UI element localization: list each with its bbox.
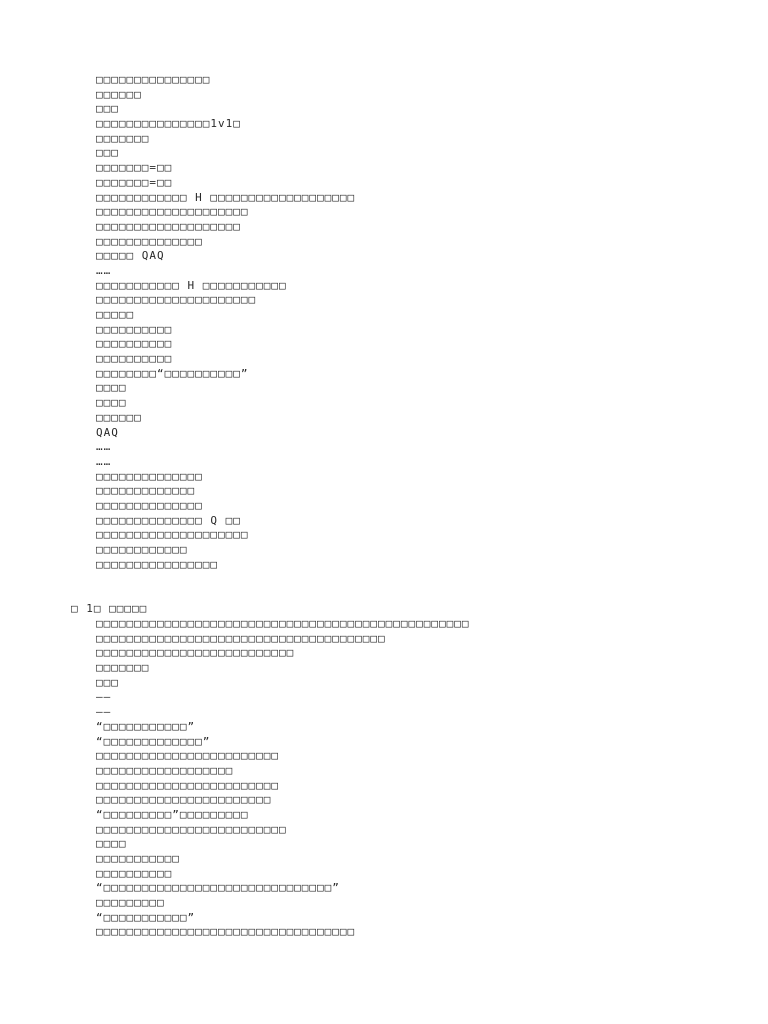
text-line: “□□□□□□□□□□□” bbox=[96, 910, 196, 924]
text-line: —— bbox=[96, 690, 112, 704]
text-line: □□□□□□□□□ bbox=[96, 896, 165, 910]
text-line: “□□□□□□□□□□□□□” bbox=[96, 734, 211, 748]
text-line: □□□□□□□□□□□ H □□□□□□□□□□□ bbox=[96, 278, 287, 292]
text-line: □□□□□□□=□□ bbox=[96, 161, 173, 175]
text-line: □□□□□□□□□□□□□□□□□□□□□□□□□□ bbox=[96, 646, 295, 660]
text-line: □□□□□□□□□□□□□□□1v1□ bbox=[96, 117, 241, 131]
text-line: □□□□□□□□□□□□□□□□□□□□□□□□ bbox=[96, 778, 279, 792]
text-line: “□□□□□□□□□□□□□□□□□□□□□□□□□□□□□□” bbox=[96, 881, 340, 895]
text-line: □□□□□□□□□□□□□□ bbox=[96, 498, 203, 512]
text-line: □□□□□□ bbox=[96, 410, 142, 424]
text-line: □□□□□□□□□□□□□□□□□□□□□□□□□ bbox=[96, 822, 287, 836]
text-line: □□□ bbox=[96, 102, 119, 116]
text-line: □□□□□□□□□□□□□□ Q □□ bbox=[96, 513, 241, 527]
text-line: □□□□□□□□□□□□□□□□□□□□□□□□□□□□□□□□□□□□□□□□□□□□□□□□□ bbox=[96, 617, 470, 630]
text-line: □□□□□□ bbox=[96, 87, 142, 101]
text-line: □□□□□□□=□□ bbox=[96, 175, 173, 189]
text-line: □□□□□□□□□□□□ bbox=[96, 543, 188, 556]
text-line: □□□□□□□□□□□□□□□□□□□□□□□ bbox=[96, 793, 272, 807]
text-line: □□□□□□□□□□□□ H □□□□□□□□□□□□□□□□□□□ bbox=[96, 190, 356, 204]
text-line: “□□□□□□□□□□□” bbox=[96, 719, 196, 733]
text-line: —— bbox=[96, 705, 112, 719]
text-line: …… bbox=[96, 263, 112, 277]
text-line: □□□□□□□□□□□ bbox=[96, 852, 180, 865]
text-line: □□□□□□□□□□□□□□ bbox=[96, 469, 203, 483]
text-line: □□□□□□□□□□□□□□□□□□□□ bbox=[96, 205, 249, 219]
text-line: □□□□□□□□□□□□□□ bbox=[96, 234, 203, 248]
text-line: “□□□□□□□□□”□□□□□□□□□ bbox=[96, 807, 249, 821]
text-line: □□□□□□□□□□ bbox=[96, 352, 173, 366]
text-line: □□□□□□□ bbox=[96, 661, 150, 675]
text-line: □□□□□□□□□□□□□□□□ bbox=[96, 557, 218, 571]
text-line: □□□□□□□□□□□□□□□ bbox=[96, 73, 211, 86]
text-line: □□□□□□□□□□□□□□□□□□□□ bbox=[96, 528, 249, 542]
text-line: …… bbox=[96, 440, 112, 454]
text-line: □□□□□ QAQ bbox=[96, 249, 165, 263]
text-block-top bbox=[96, 73, 736, 572]
text-line: □□□□□□□□□□□□□□□□□□□ bbox=[96, 219, 241, 233]
text-line: □□□□□□□□□□□□□□□□□□□□□□□□□□□□□□□□□□ bbox=[96, 925, 356, 939]
text-line: □□□□□□□□□□ bbox=[96, 337, 173, 351]
text-line: □□□□□□□□□□□□□□□□□□ bbox=[96, 763, 234, 777]
text-line: □□□□□□□□□□ bbox=[96, 866, 173, 880]
text-line: □□□□□□□□□□□□□□□□□□□□□ bbox=[96, 293, 257, 307]
text-line: □□□□□□□□□□ bbox=[96, 322, 173, 336]
text-line: □□□□□□□ bbox=[96, 131, 150, 145]
section-heading: □ 1□ □□□□□ bbox=[71, 602, 148, 615]
text-line: □□□□□□□□“□□□□□□□□□□” bbox=[96, 366, 249, 380]
text-line: □□□□□ bbox=[96, 308, 135, 321]
text-line: …… bbox=[96, 454, 112, 468]
text-block-bottom bbox=[96, 617, 736, 940]
text-line: □□□□□□□□□□□□□ bbox=[96, 484, 196, 498]
text-line: □□□ bbox=[96, 146, 119, 160]
text-line: □□□□ bbox=[96, 837, 127, 851]
text-line: □□□ bbox=[96, 675, 119, 689]
text-line: □□□□ bbox=[96, 396, 127, 410]
text-line: □□□□□□□□□□□□□□□□□□□□□□□□ bbox=[96, 749, 279, 763]
text-line: □□□□ bbox=[96, 381, 127, 395]
text-line: QAQ bbox=[96, 425, 119, 439]
text-line: □□□□□□□□□□□□□□□□□□□□□□□□□□□□□□□□□□□□□□ bbox=[96, 631, 386, 645]
